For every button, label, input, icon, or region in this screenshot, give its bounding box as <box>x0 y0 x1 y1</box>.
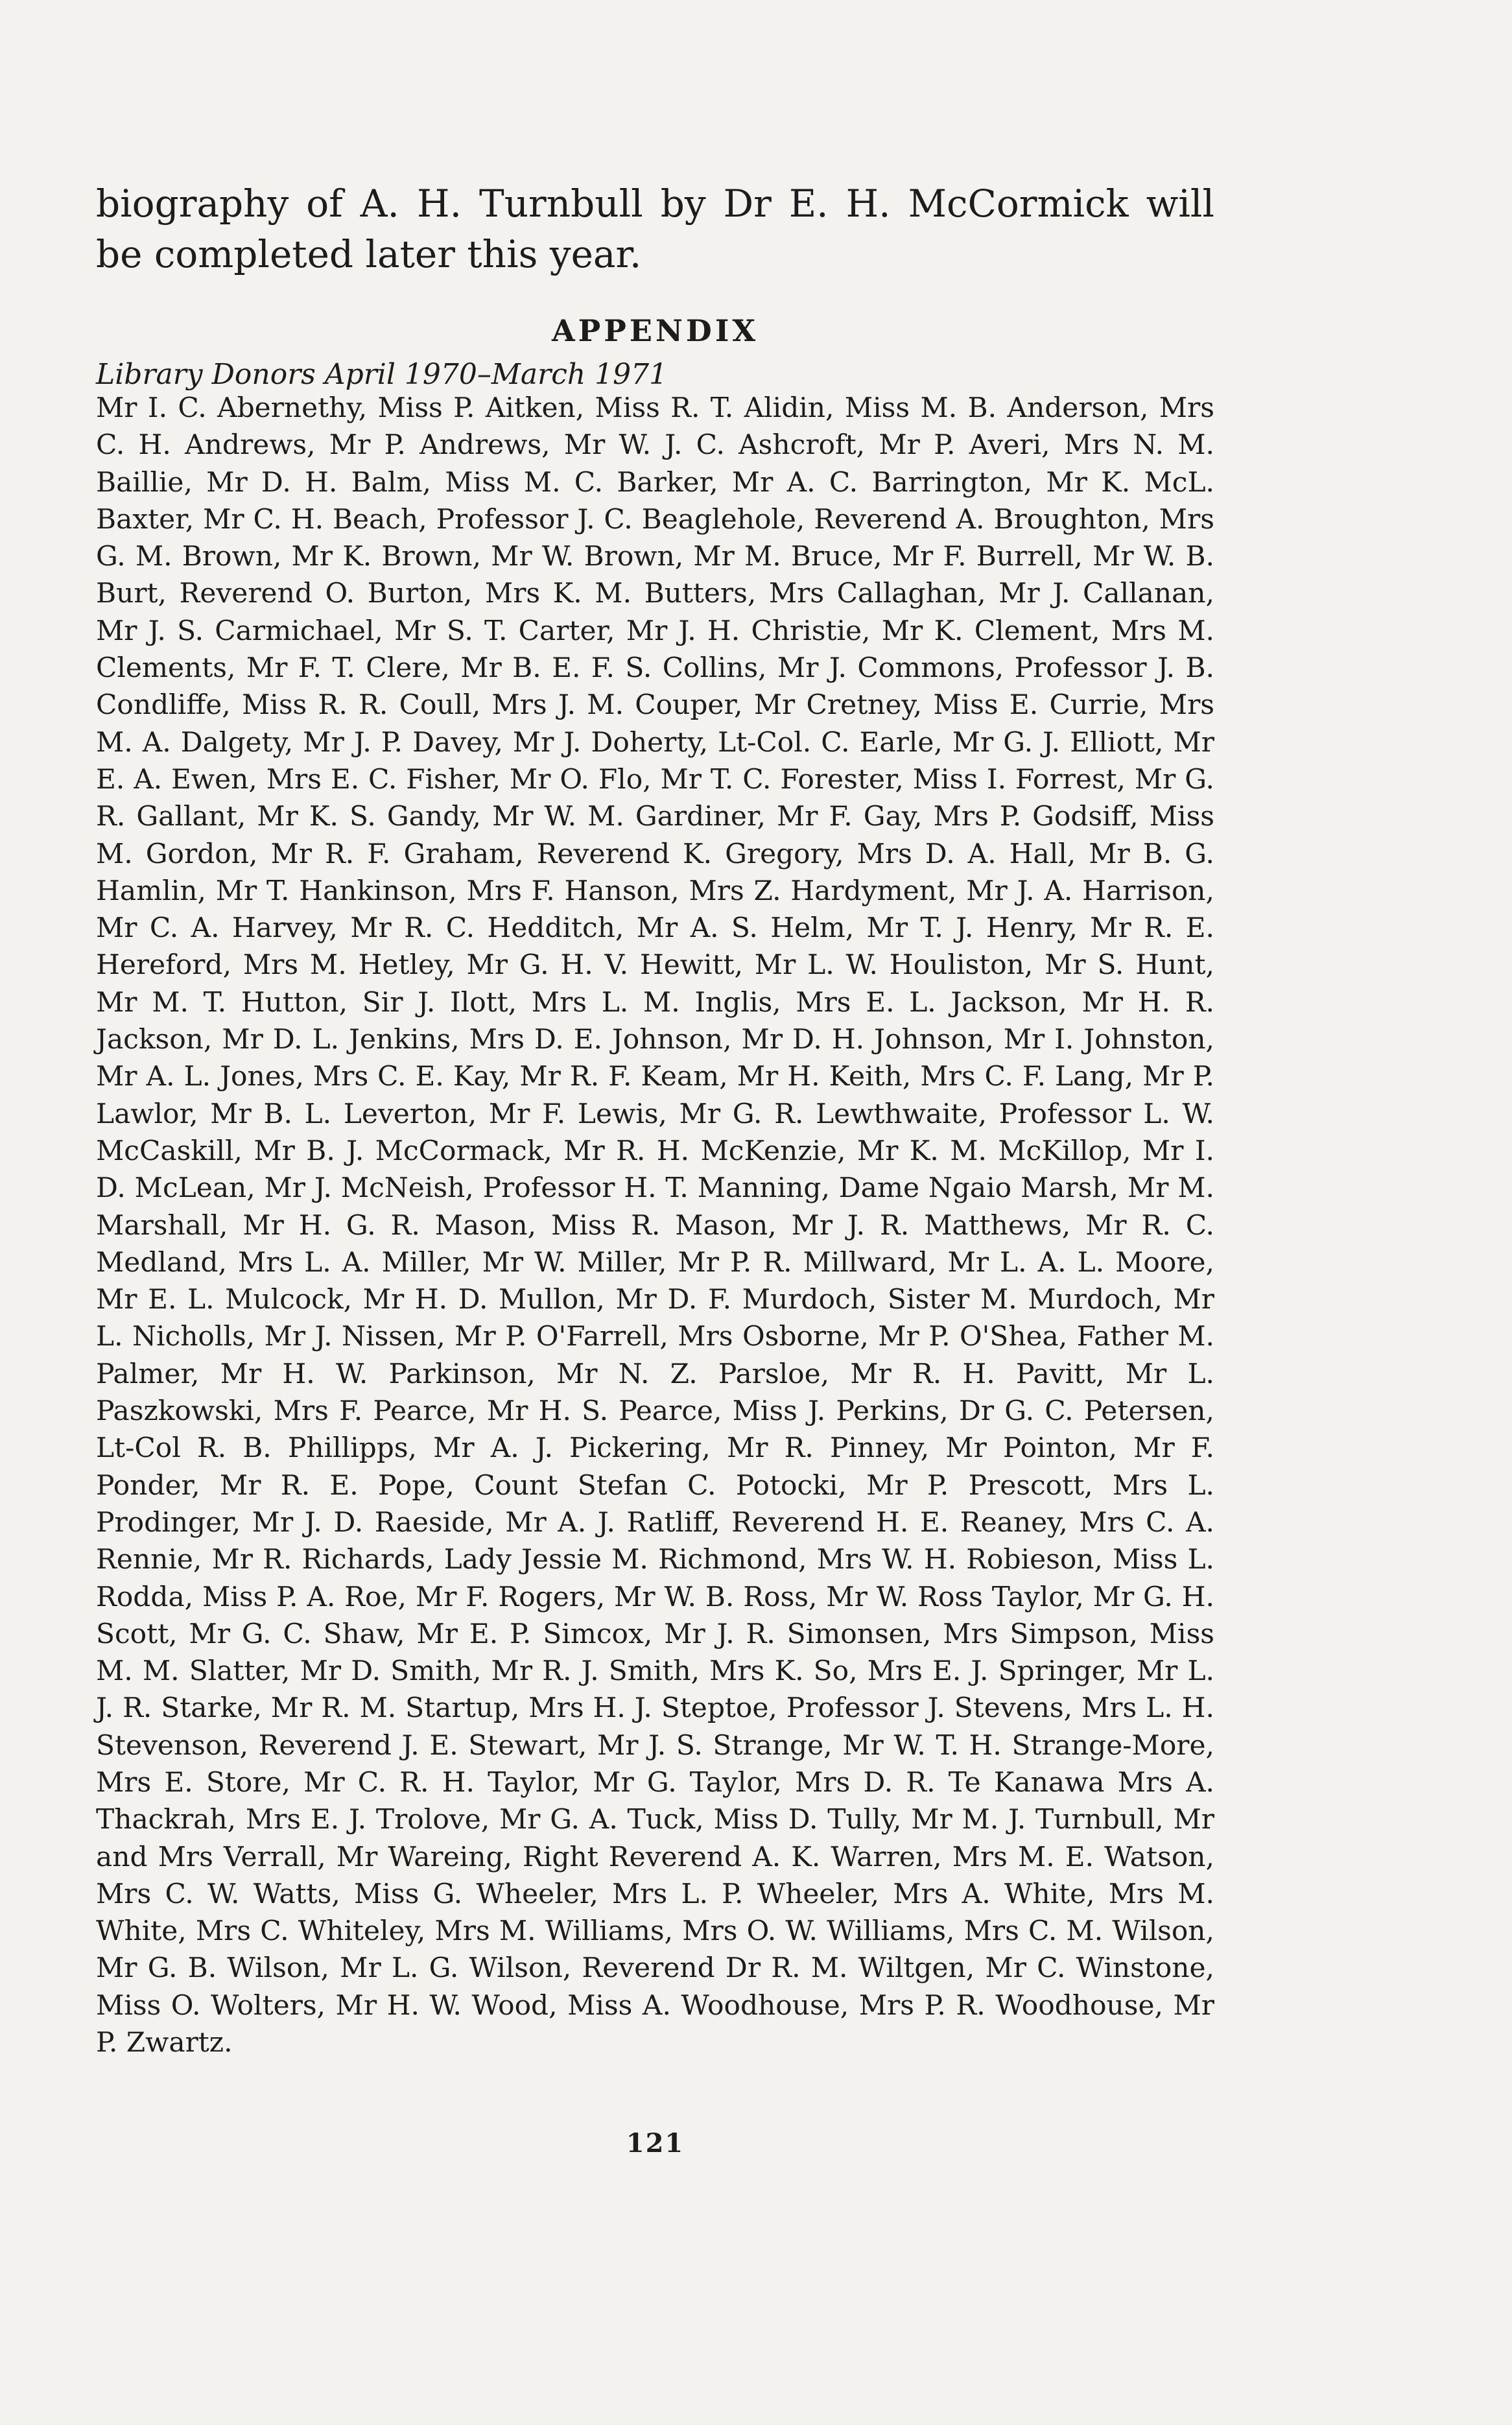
appendix-heading: APPENDIX <box>551 313 759 348</box>
donor-list: Mr I. C. Abernethy, Miss P. Aitken, Miss R. T. Alidin, Miss M. B. Anderson, Mrs C. H. Andrews, Mr P. Andrews, Mr W. J. C. Ashcroft, Mr P. Averi, Mrs N. M. Baillie, Mr D. H. Balm, Miss M. C. Barker, Mr A. C. Barrington, Mr K. McL. Baxter, Mr C. H. Beach, Professor J. C. Beaglehole, Reverend A. Broughton, Mrs G. M. Brown, Mr K. Brown, Mr W. Brown, Mr M. Bruce, Mr F. Burrell, Mr W. B. Burt, Reverend O. Burton, Mrs K. M. Butters, Mrs Callaghan, Mr J. Callanan, Mr J. S. Carmichael, Mr S. T. Carter, Mr J. H. Christie, Mr K. Clement, Mrs M. Clements, Mr F. T. Clere, Mr B. E. F. S. Collins, Mr J. Commons, Professor J. B. Condliffe, Miss R. R. Coull, Mrs J. M. Couper, Mr Cretney, Miss E. Currie, Mrs M. A. Dalgety, Mr J. P. Davey, Mr J. Doherty, Lt-Col. C. Earle, Mr G. J. Elliott, Mr E. A. Ewen, Mrs E. C. Fisher, Mr O. Flo, Mr T. C. Forester, Miss I. Forrest, Mr G. R. Gallant, Mr K. S. Gandy, Mr W. M. Gardiner, Mr F. Gay, Mrs P. Godsiff, Miss M. Gordon, Mr R. F. Graham, Reverend K. Gregory, Mrs D. A. Hall, Mr B. G. Hamlin, Mr T. Hankinson, Mrs F. Hanson, Mrs Z. Hardyment, Mr J. A. Harrison, Mr C. A. Harvey, Mr R. C. Hedditch, Mr A. S. Helm, Mr T. J. Henry, Mr R. E. Hereford, Mrs M. Hetley, Mr G. H. V. Hewitt, Mr L. W. Houliston, Mr S. Hunt, Mr M. T. Hutton, Sir J. Ilott, Mrs L. M. Inglis, Mrs E. L. Jackson, Mr H. R. Jackson, Mr D. L. Jenkins, Mrs D. E. Johnson, Mr D. H. Johnson, Mr I. Johnston, Mr A. L. Jones, Mrs C. E. Kay, Mr R. F. Keam, Mr H. Keith, Mrs C. F. Lang, Mr P. Lawlor, Mr B. L. Leverton, Mr F. Lewis, Mr G. R. Lewthwaite, Professor L. W. McCaskill, Mr B. J. McCormack, Mr R. H. McKenzie, Mr K. M. McKillop, Mr I. D. McLean, Mr J. McNeish, Professor H. T. Manning, Dame Ngaio Marsh, Mr M. Marshall, Mr H. G. R. Mason, Miss R. Mason, Mr J. R. Matthews, Mr R. C. Medland, Mrs L. A. Miller, Mr W. Miller, Mr P. R. Millward, Mr L. A. L. Moore, Mr E. L. Mulcock, Mr H. D. Mullon, Mr D. F. Murdoch, Sister M. Murdoch, Mr L. Nicholls, Mr J. Nissen, Mr P. O'Farrell, Mrs Osborne, Mr P. O'Shea, Father M. Palmer, Mr H. W. Parkinson, Mr N. Z. Parsloe, Mr R. H. Pavitt, Mr L. Paszkowski, Mrs F. Pearce, Mr H. S. Pearce, Miss J. Perkins, Dr G. C. Petersen, Lt-Col R. B. Phillipps, Mr A. J. Pickering, Mr R. Pinney, Mr Pointon, Mr F. Ponder, Mr R. E. Pope, Count Stefan C. Potocki, Mr P. Prescott, Mrs L. Prodinger, Mr J. D. Raeside, Mr A. J. Ratliff, Reverend H. E. Reaney, Mrs C. A. Rennie, Mr R. Richards, Lady Jessie M. Richmond, Mrs W. H. Robieson, Miss L. Rodda, Miss P. A. Roe, Mr F. Rogers, Mr W. B. Ross, Mr W. Ross Taylor, Mr G. H. Scott, Mr G. C. Shaw, Mr E. P. Simcox, Mr J. R. Simonsen, Mrs Simpson, Miss M. M. Slatter, Mr D. Smith, Mr R. J. Smith, Mrs K. So, Mrs E. J. Springer, Mr L. J. R. Starke, Mr R. M. Startup, Mrs H. J. Steptoe, Professor J. Stevens, Mrs L. H. Stevenson, Reverend J. E. Stewart, Mr J. S. Strange, Mr W. T. H. Strange-More, Mrs E. Store, Mr C. R. H. Taylor, Mr G. Taylor, Mrs D. R. Te Kanawa Mrs A. Thackrah, Mrs E. J. Trolove, Mr G. A. Tuck, Miss D. Tully, Mr M. J. Turnbull, Mr and Mrs Verrall, Mr Wareing, Right Reverend A. K. Warren, Mrs M. E. Watson, Mrs C. W. Watts, Miss G. Wheeler, Mrs L. P. Wheeler, Mrs A. White, Mrs M. White, Mrs C. Whiteley, Mrs M. Williams, Mrs O. W. Williams, Mrs C. M. Wilson, Mr G. B. Wilson, Mr L. G. Wilson, Reverend Dr R. M. Wiltgen, Mr C. Winstone, Miss O. Wolters, Mr H. W. Wood, Miss A. Woodhouse, Mrs P. R. Woodhouse, Mr P. Zwartz. <box>96 392 1214 2059</box>
appendix-subtitle: Library Donors April 1970–March 1971 <box>96 358 668 391</box>
page-number: 121 <box>626 2128 685 2159</box>
opening-paragraph: biography of A. H. Turnbull by Dr E. H. McCormick will be completed later this year. <box>96 182 1214 276</box>
